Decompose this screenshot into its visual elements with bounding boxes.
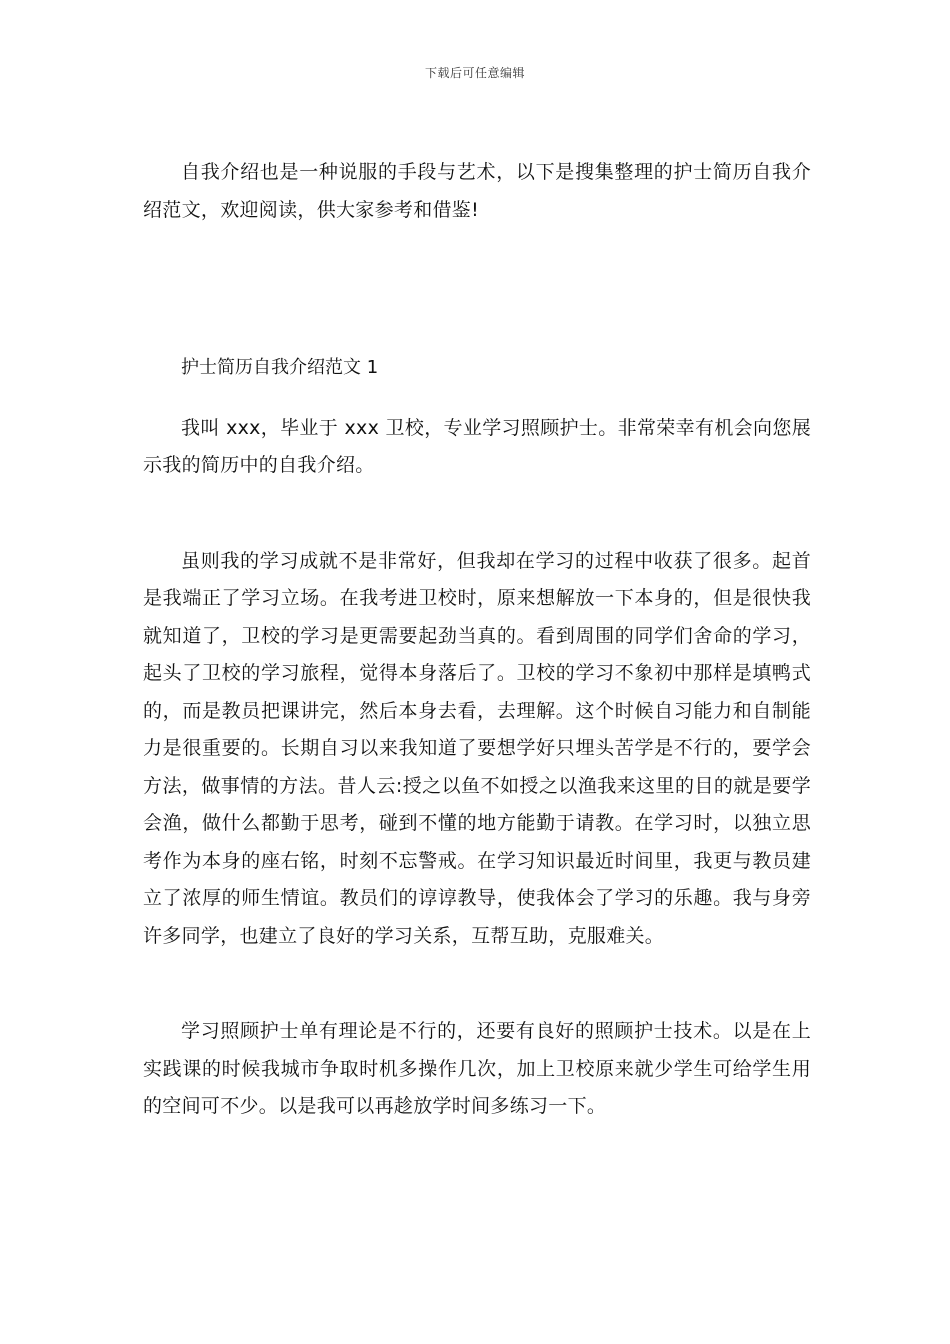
- body-paragraph-3: 学习照顾护士单有理论是不行的，还要有良好的照顾护士技术。以是在上实践课的时候我城市争取时机多操作几次，加上卫校原来就少学生可给学生用的空间可不少。以是我可以再趁放学时间多练习一下。: [143, 1020, 811, 1117]
- body-paragraph-2: 虽则我的学习成就不是非常好，但我却在学习的过程中收获了很多。起首是我端正了学习立场。在我考进卫校时，原来想解放一下本身的，但是很快我就知道了，卫校的学习是更需要起劲当真的。看到周围的同学们舍命的学习，起头了卫校的学习旅程，觉得本身落后了。卫校的学习不象初中那样是填鸭式的，而是教员把课讲完，然后本身去看，去理解。这个时候自习能力和自制能力是很重要的。长期自习以来我知道了要想学好只埋头苦学是不行的，要学会方法，做事情的方法。昔人云:授之以鱼不如授之以渔我来这里的目的就是要学会渔，做什么都勤于思考，碰到不懂的地方能勤于请教。在学习时，以独立思考作为本身的座右铭，时刻不忘警戒。在学习知识最近时间里，我更与教员建立了浓厚的师生情谊。教员们的谆谆教导，使我体会了学习的乐趣。我与身旁许多同学，也建立了良好的学习关系，互帮互助，克服难关。: [143, 549, 811, 947]
- spacer: [143, 485, 811, 543]
- body-paragraph-1: 我叫 xxx，毕业于 xxx 卫校，专业学习照顾护士。非常荣幸有机会向您展示我的简历中的自我介绍。: [143, 416, 811, 476]
- section-title: 护士简历自我介绍范文 1: [181, 357, 379, 378]
- spacer: [143, 387, 811, 410]
- page-header-note: 下载后可任意编辑: [424, 66, 525, 80]
- document-body: [143, 154, 811, 1126]
- spacer: [143, 955, 811, 1013]
- intro-paragraph: 自我介绍也是一种说服的手段与艺术，以下是搜集整理的护士简历自我介绍范文，欢迎阅读，供大家参考和借鉴!: [143, 161, 811, 221]
- spacer: [143, 229, 811, 349]
